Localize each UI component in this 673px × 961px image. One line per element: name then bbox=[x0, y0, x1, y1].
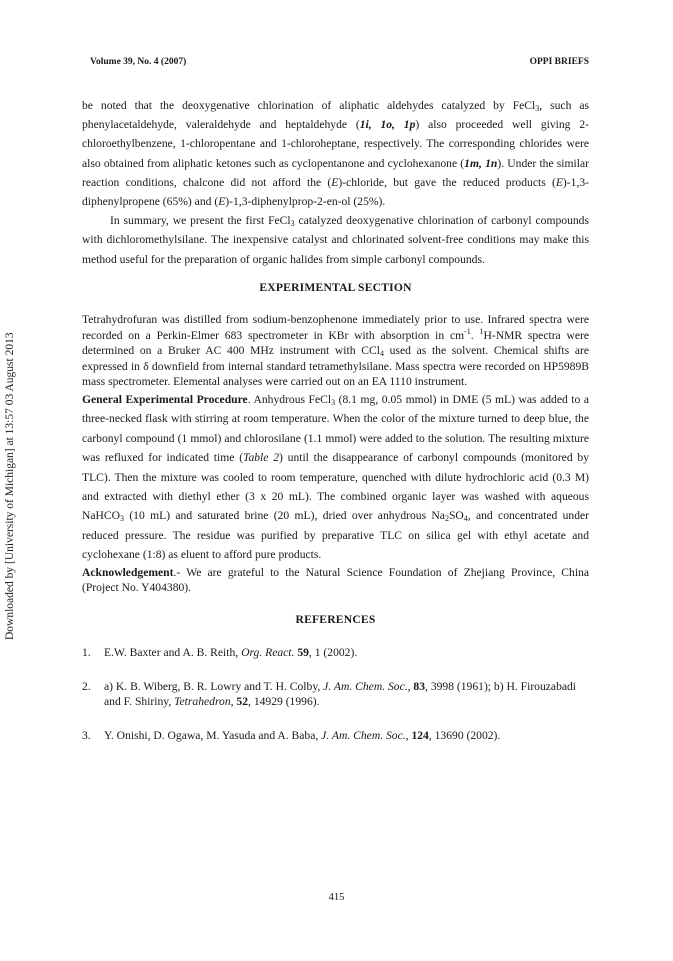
acknowledgement-title: Acknowledgement bbox=[82, 565, 174, 579]
article-body bbox=[82, 96, 589, 761]
paragraph-general-procedure: General Experimental Procedure. Anhydrous FeCl$_3$ (8.1 mg, 0.05 mmol) in DME (5 mL) was added to a three-necked flask with stirring at room temperature. When the color of the mixture turned to deep blue, the carbonyl compound (1 mmol) and chlorosilane (1.1 mmol) were added to the solution. The resulting mixture was refluxed for indicated time (Table 2) until the disappearance of carbonyl compounds (monitored by TLC). Then the mixture was cooled to room temperature, quenched with dilute hydrochloric acid (0.3 M) and extracted with diethyl ether (3 x 20 mL). The combined organic layer was washed with aqueous NaHCO$_3$ (10 mL) and saturated brine (20 mL), dried over anhydrous $Na_2SO_4$, and concentrated under reduced pressure. The residue was purified by preparative TLC on silica gel with ethyl acetate and cyclohexane (1:8) as eluent to afford pure products. bbox=[82, 393, 589, 562]
table-reference: Table 2 bbox=[243, 451, 279, 465]
journal-section: OPPI BRIEFS bbox=[529, 57, 589, 67]
compound-ref: 1m, 1n bbox=[464, 156, 498, 170]
download-notice: Downloaded by [University of Michigan] at 13:57 03 August 2013 bbox=[4, 332, 16, 640]
paragraph-acknowledgement: Acknowledgement.- We are grateful to the Natural Science Foundation of Zhejiang Province, China (Project No. Y404380). bbox=[82, 565, 589, 595]
reference-list bbox=[82, 645, 589, 743]
paragraph-summary: In summary, we present the first FeCl$_3$ catalyzed deoxygenative chlorination of carbonyl compounds with dichloromethylsilane. The inexpensive catalyst and chlorinated solvent-free conditions may make this method useful for the preparation of organic halides from simple carbonyl compounds. bbox=[82, 214, 589, 266]
references-heading: REFERENCES bbox=[295, 612, 376, 626]
reference-item: 3. Y. Onishi, D. Ogawa, M. Yasuda and A. Baba, J. Am. Chem. Soc., 124, 13690 (2002). bbox=[82, 728, 501, 742]
compound-ref: 1i, 1o, 1p bbox=[359, 118, 416, 132]
page-number: 415 bbox=[328, 892, 345, 903]
download-sidebar bbox=[4, 300, 18, 640]
running-header bbox=[90, 57, 589, 73]
reference-item: 1. E.W. Baxter and A. B. Reith, Org. React. 59, 1 (2002). bbox=[82, 646, 358, 660]
experimental-heading: EXPERIMENTAL SECTION bbox=[259, 280, 412, 294]
paragraph-instrumentation: Tetrahydrofuran was distilled from sodium-benzophenone immediately prior to use. Infrared spectra were recorded on a Perkin-Elmer 683 spectrometer in KBr with absorption in $cm^{-1}$. $^1$H-NMR spectra were determined on a Bruker AC 400 MHz instrument with CCl$_4$ used as the solvent. Chemical shifts are expressed in δ downfield from internal standard tetramethylsilane. Mass spectra were recorded on HP5989B mass spectrometer. Elemental analyses were carried out on an EA 1110 instrument. bbox=[82, 313, 589, 389]
paragraph-chlorination-results: be noted that the deoxygenative chlorination of aliphatic aldehydes catalyzed by FeCl$_3$, such as phenylacetaldehyde, valeraldehyde and heptaldehyde (1i, 1o, 1p) also proceeded well giving 2-chloroethylbenzene, 1-chloropentane and 1-chloroheptane, respectively. The corresponding chlorides were also obtained from aliphatic ketones such as cyclopentanone and cyclohexanone (1m, 1n). Under the similar reaction conditions, chalcone did not afford the (E)-chloride, but gave the reduced products (E)-1,3-diphenylpropene (65%) and (E)-1,3-diphenylprop-2-en-ol (25%). bbox=[82, 99, 589, 209]
volume-issue: Volume 39, No. 4 (2007) bbox=[90, 57, 187, 67]
reference-item: 2. a) K. B. Wiberg, B. R. Lowry and T. H. Colby, J. Am. Chem. Soc., 83, 3998 (1961); b) H. Firouzabadi and F. Shiriny, Tetrahedron, 52, 14929 (1996). bbox=[82, 679, 577, 709]
procedure-title: General Experimental Procedure bbox=[82, 393, 248, 406]
